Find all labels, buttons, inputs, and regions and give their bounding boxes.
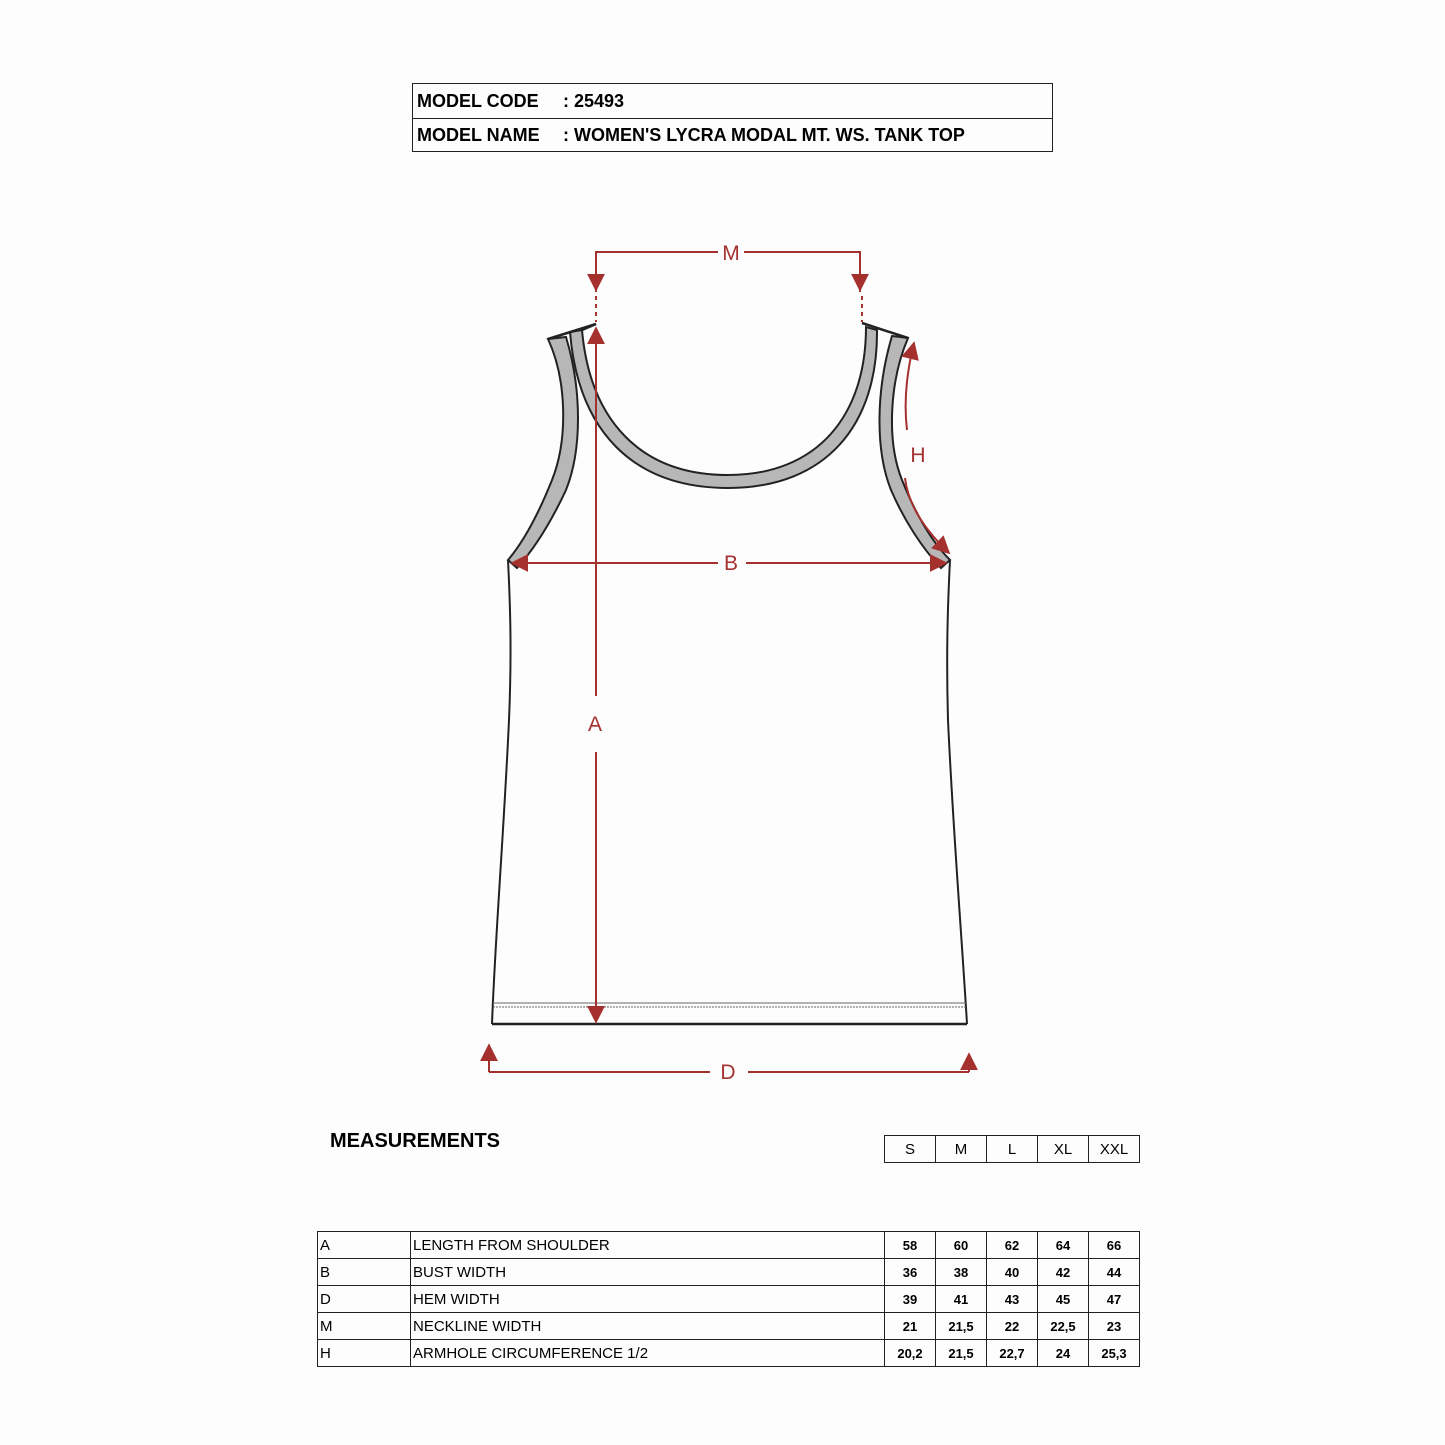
size-header-table	[884, 1135, 1140, 1163]
row-name: HEM WIDTH	[411, 1286, 885, 1313]
row-name: NECKLINE WIDTH	[411, 1313, 885, 1340]
table-row	[318, 1259, 1140, 1286]
row-code: B	[318, 1259, 411, 1286]
row-value: 21	[885, 1313, 936, 1340]
row-value: 38	[936, 1259, 987, 1286]
row-value: 40	[987, 1259, 1038, 1286]
dimension-b-label: B	[723, 552, 739, 575]
body-right-side	[947, 560, 967, 1024]
row-value: 45	[1038, 1286, 1089, 1313]
model-code-label: MODEL CODE	[417, 90, 539, 111]
row-name: ARMHOLE CIRCUMFERENCE 1/2	[411, 1340, 885, 1367]
row-value: 60	[936, 1232, 987, 1259]
row-name: BUST WIDTH	[411, 1259, 885, 1286]
row-value: 22	[987, 1313, 1038, 1340]
left-armhole-binding	[508, 337, 578, 568]
row-value: 21,5	[936, 1340, 987, 1367]
table-row	[318, 1340, 1140, 1367]
dimension-d-label: D	[720, 1061, 736, 1084]
size-cell: L	[987, 1136, 1038, 1163]
row-value: 22,5	[1038, 1313, 1089, 1340]
tank-top-outline	[492, 323, 967, 1024]
size-cell: S	[885, 1136, 936, 1163]
row-value: 22,7	[987, 1340, 1038, 1367]
row-value: 62	[987, 1232, 1038, 1259]
row-value: 36	[885, 1259, 936, 1286]
size-header-row	[885, 1136, 1140, 1163]
size-cell: M	[936, 1136, 987, 1163]
row-value: 39	[885, 1286, 936, 1313]
size-cell: XXL	[1089, 1136, 1140, 1163]
row-value: 64	[1038, 1232, 1089, 1259]
dimension-a-label: A	[587, 713, 603, 736]
row-code: H	[318, 1340, 411, 1367]
row-value: 24	[1038, 1340, 1089, 1367]
row-value: 23	[1089, 1313, 1140, 1340]
row-code: A	[318, 1232, 411, 1259]
model-name-value: : WOMEN'S LYCRA MODAL MT. WS. TANK TOP	[563, 125, 965, 145]
table-row	[318, 1313, 1140, 1340]
dimension-h-label: H	[910, 444, 926, 467]
table-row	[318, 1232, 1140, 1259]
row-code: M	[318, 1313, 411, 1340]
body-left-side	[492, 560, 511, 1024]
row-value: 42	[1038, 1259, 1089, 1286]
measurements-table	[317, 1231, 1140, 1367]
row-name: LENGTH FROM SHOULDER	[411, 1232, 885, 1259]
dimension-m-label: M	[722, 242, 740, 265]
row-value: 58	[885, 1232, 936, 1259]
model-code-value: : 25493	[563, 90, 625, 111]
row-value: 21,5	[936, 1313, 987, 1340]
table-row	[318, 1286, 1140, 1313]
row-value: 25,3	[1089, 1340, 1140, 1367]
row-value: 66	[1089, 1232, 1140, 1259]
row-value: 41	[936, 1286, 987, 1313]
row-value: 44	[1089, 1259, 1140, 1286]
row-value: 43	[987, 1286, 1038, 1313]
model-name-label: MODEL NAME	[417, 125, 540, 145]
neckline-binding	[570, 327, 877, 488]
row-code: D	[318, 1286, 411, 1313]
row-value: 47	[1089, 1286, 1140, 1313]
size-cell: XL	[1038, 1136, 1089, 1163]
measurements-title: MEASUREMENTS	[330, 1130, 501, 1152]
row-value: 20,2	[885, 1340, 936, 1367]
